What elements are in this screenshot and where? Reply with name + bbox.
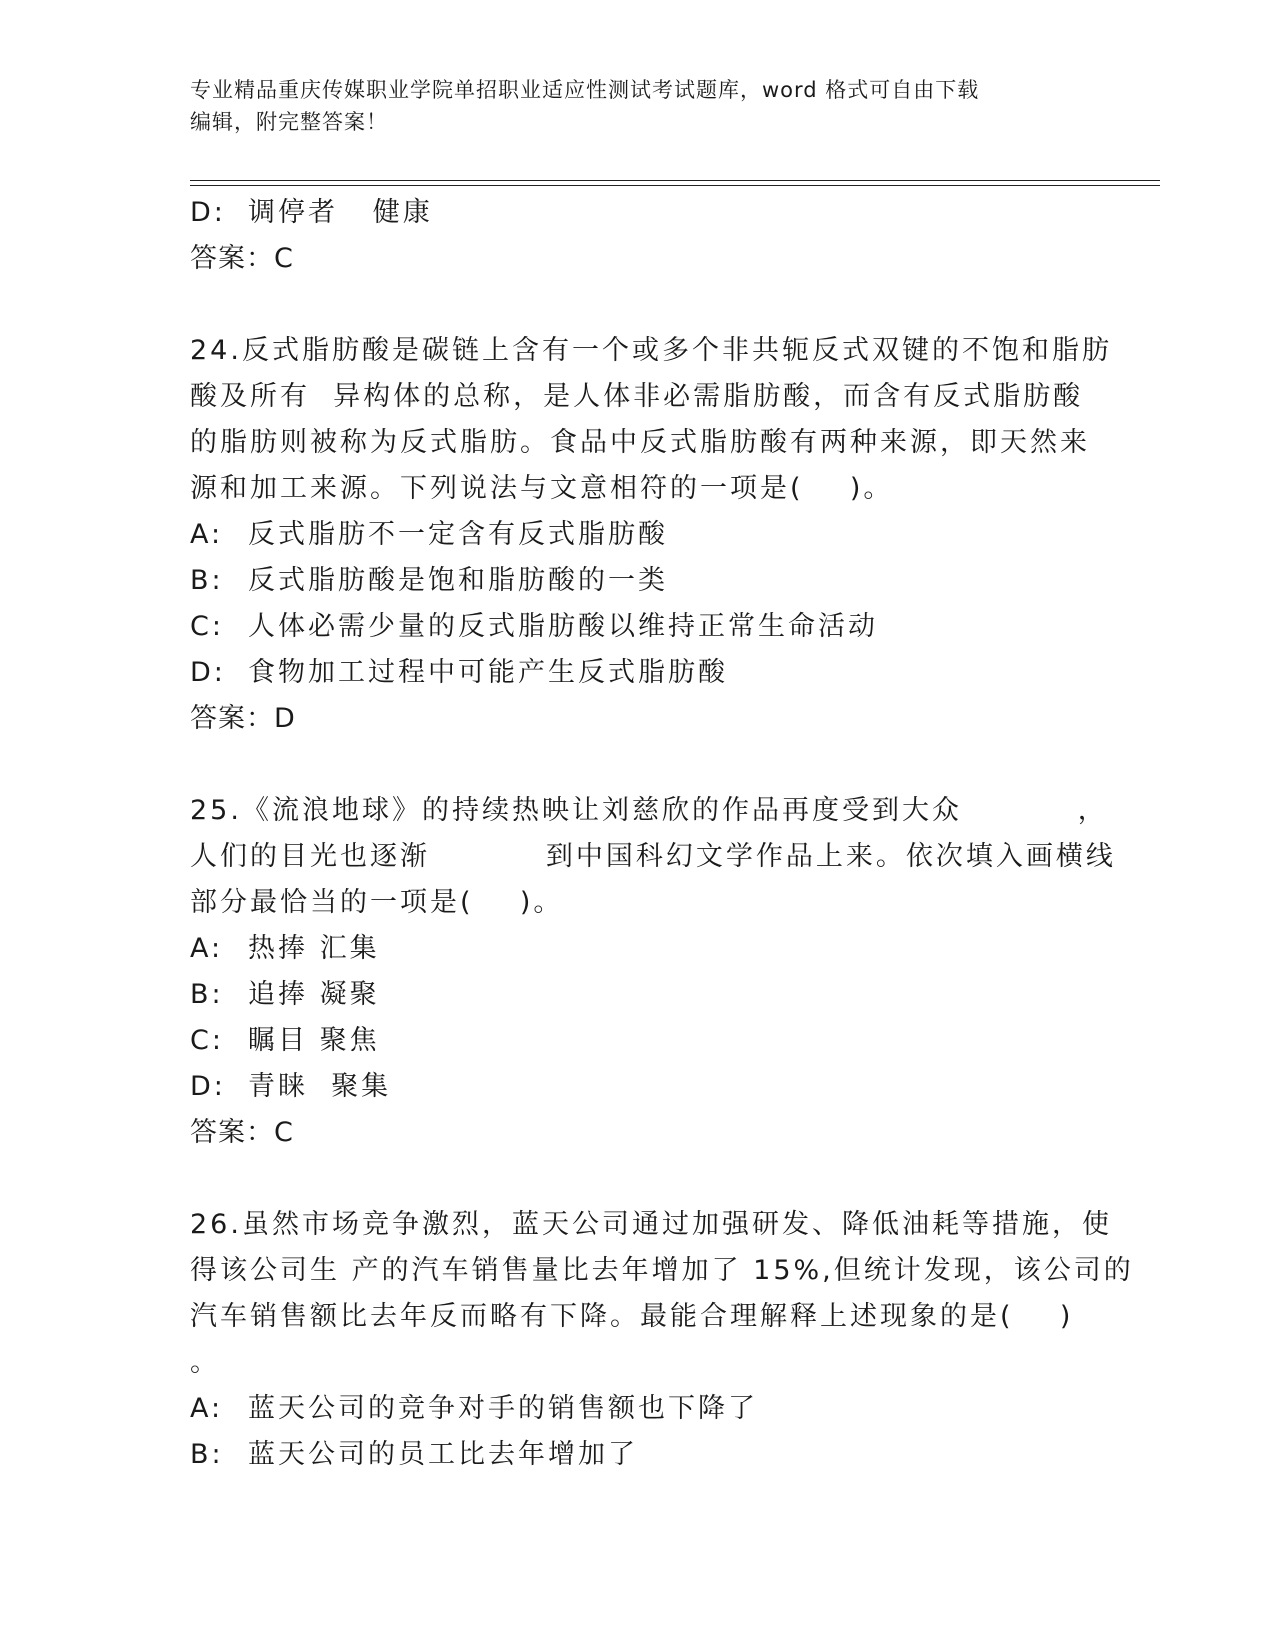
option-key: B: [190, 565, 224, 596]
header-divider-bottom [190, 185, 1160, 186]
prev-answer: 答案：C [190, 243, 294, 274]
q24-answer: 答案：D [190, 703, 296, 734]
q24-stem-line-3: 的脂肪则被称为反式脂肪。食品中反式脂肪酸有两种来源，即天然来 [190, 427, 1090, 458]
question-26 [190, 1202, 1134, 1478]
q26-option-a [190, 1386, 1090, 1432]
question-24 [190, 328, 1112, 742]
option-key: C: [190, 611, 224, 642]
option-text: 热捧 汇集 [248, 933, 380, 964]
header-line-2: 编辑，附完整答案！ [190, 110, 388, 134]
q25-option-b [190, 972, 1090, 1018]
option-key: D: [190, 1071, 226, 1102]
header-line-1: 专业精品重庆传媒职业学院单招职业适应性测试考试题库，word 格式可自由下载 [190, 78, 980, 102]
q24-option-d [190, 650, 1090, 696]
q24-option-b [190, 558, 1090, 604]
q26-stem-line-3: 汽车销售额比去年反而略有下降。最能合理解释上述现象的是( ) [190, 1301, 1074, 1332]
q25-stem-line-3: 部分最恰当的一项是( )。 [190, 887, 564, 918]
option-text: 瞩目 聚焦 [248, 1025, 380, 1056]
q24-option-a [190, 512, 1090, 558]
option-text: 蓝天公司的员工比去年增加了 [248, 1439, 638, 1470]
question-content [190, 190, 1134, 1478]
q26-stem-line-2: 得该公司生 产的汽车销售量比去年增加了 15%,但统计发现，该公司的 [190, 1255, 1134, 1286]
q25-answer: 答案：C [190, 1117, 294, 1148]
q26-stem-line-1: 26.虽然市场竞争激烈，蓝天公司通过加强研发、降低油耗等措施，使 [190, 1209, 1112, 1240]
option-text: 青睐 聚集 [248, 1071, 392, 1102]
option-text: 反式脂肪酸是饱和脂肪酸的一类 [248, 565, 668, 596]
q25-option-d [190, 1064, 1090, 1110]
page-header [190, 74, 1070, 138]
q24-option-c [190, 604, 1090, 650]
q26-option-b [190, 1432, 1090, 1478]
option-key: A: [190, 1393, 224, 1424]
option-key: A: [190, 519, 224, 550]
q26-stem-line-4: 。 [190, 1347, 220, 1378]
option-key: D: [190, 197, 226, 228]
header-divider-top [190, 180, 1160, 181]
q25-option-a [190, 926, 1090, 972]
q25-option-c [190, 1018, 1090, 1064]
q24-stem-line-1: 24.反式脂肪酸是碳链上含有一个或多个非共轭反式双键的不饱和脂肪 [190, 335, 1112, 366]
q24-stem-line-4: 源和加工来源。下列说法与文意相符的一项是( )。 [190, 473, 894, 504]
option-key: C: [190, 1025, 224, 1056]
question-25 [190, 788, 1116, 1156]
option-text: 食物加工过程中可能产生反式脂肪酸 [248, 657, 728, 688]
option-key: B: [190, 979, 224, 1010]
option-key: A: [190, 933, 224, 964]
q25-stem-line-2: 人们的目光也逐渐 到中国科幻文学作品上来。依次填入画横线 [190, 841, 1116, 872]
option-text: 蓝天公司的竞争对手的销售额也下降了 [248, 1393, 758, 1424]
option-text: 人体必需少量的反式脂肪酸以维持正常生命活动 [248, 611, 878, 642]
option-key: D: [190, 657, 226, 688]
prev-option-d [190, 190, 1090, 236]
option-text: 追捧 凝聚 [248, 979, 380, 1010]
option-text: 反式脂肪不一定含有反式脂肪酸 [248, 519, 668, 550]
option-key: B: [190, 1439, 224, 1470]
option-text: 调停者 健康 [248, 197, 433, 228]
q24-stem-line-2: 酸及所有 异构体的总称，是人体非必需脂肪酸，而含有反式脂肪酸 [190, 381, 1084, 412]
q25-stem-line-1: 25.《流浪地球》的持续热映让刘慈欣的作品再度受到大众 ， [190, 795, 1108, 826]
